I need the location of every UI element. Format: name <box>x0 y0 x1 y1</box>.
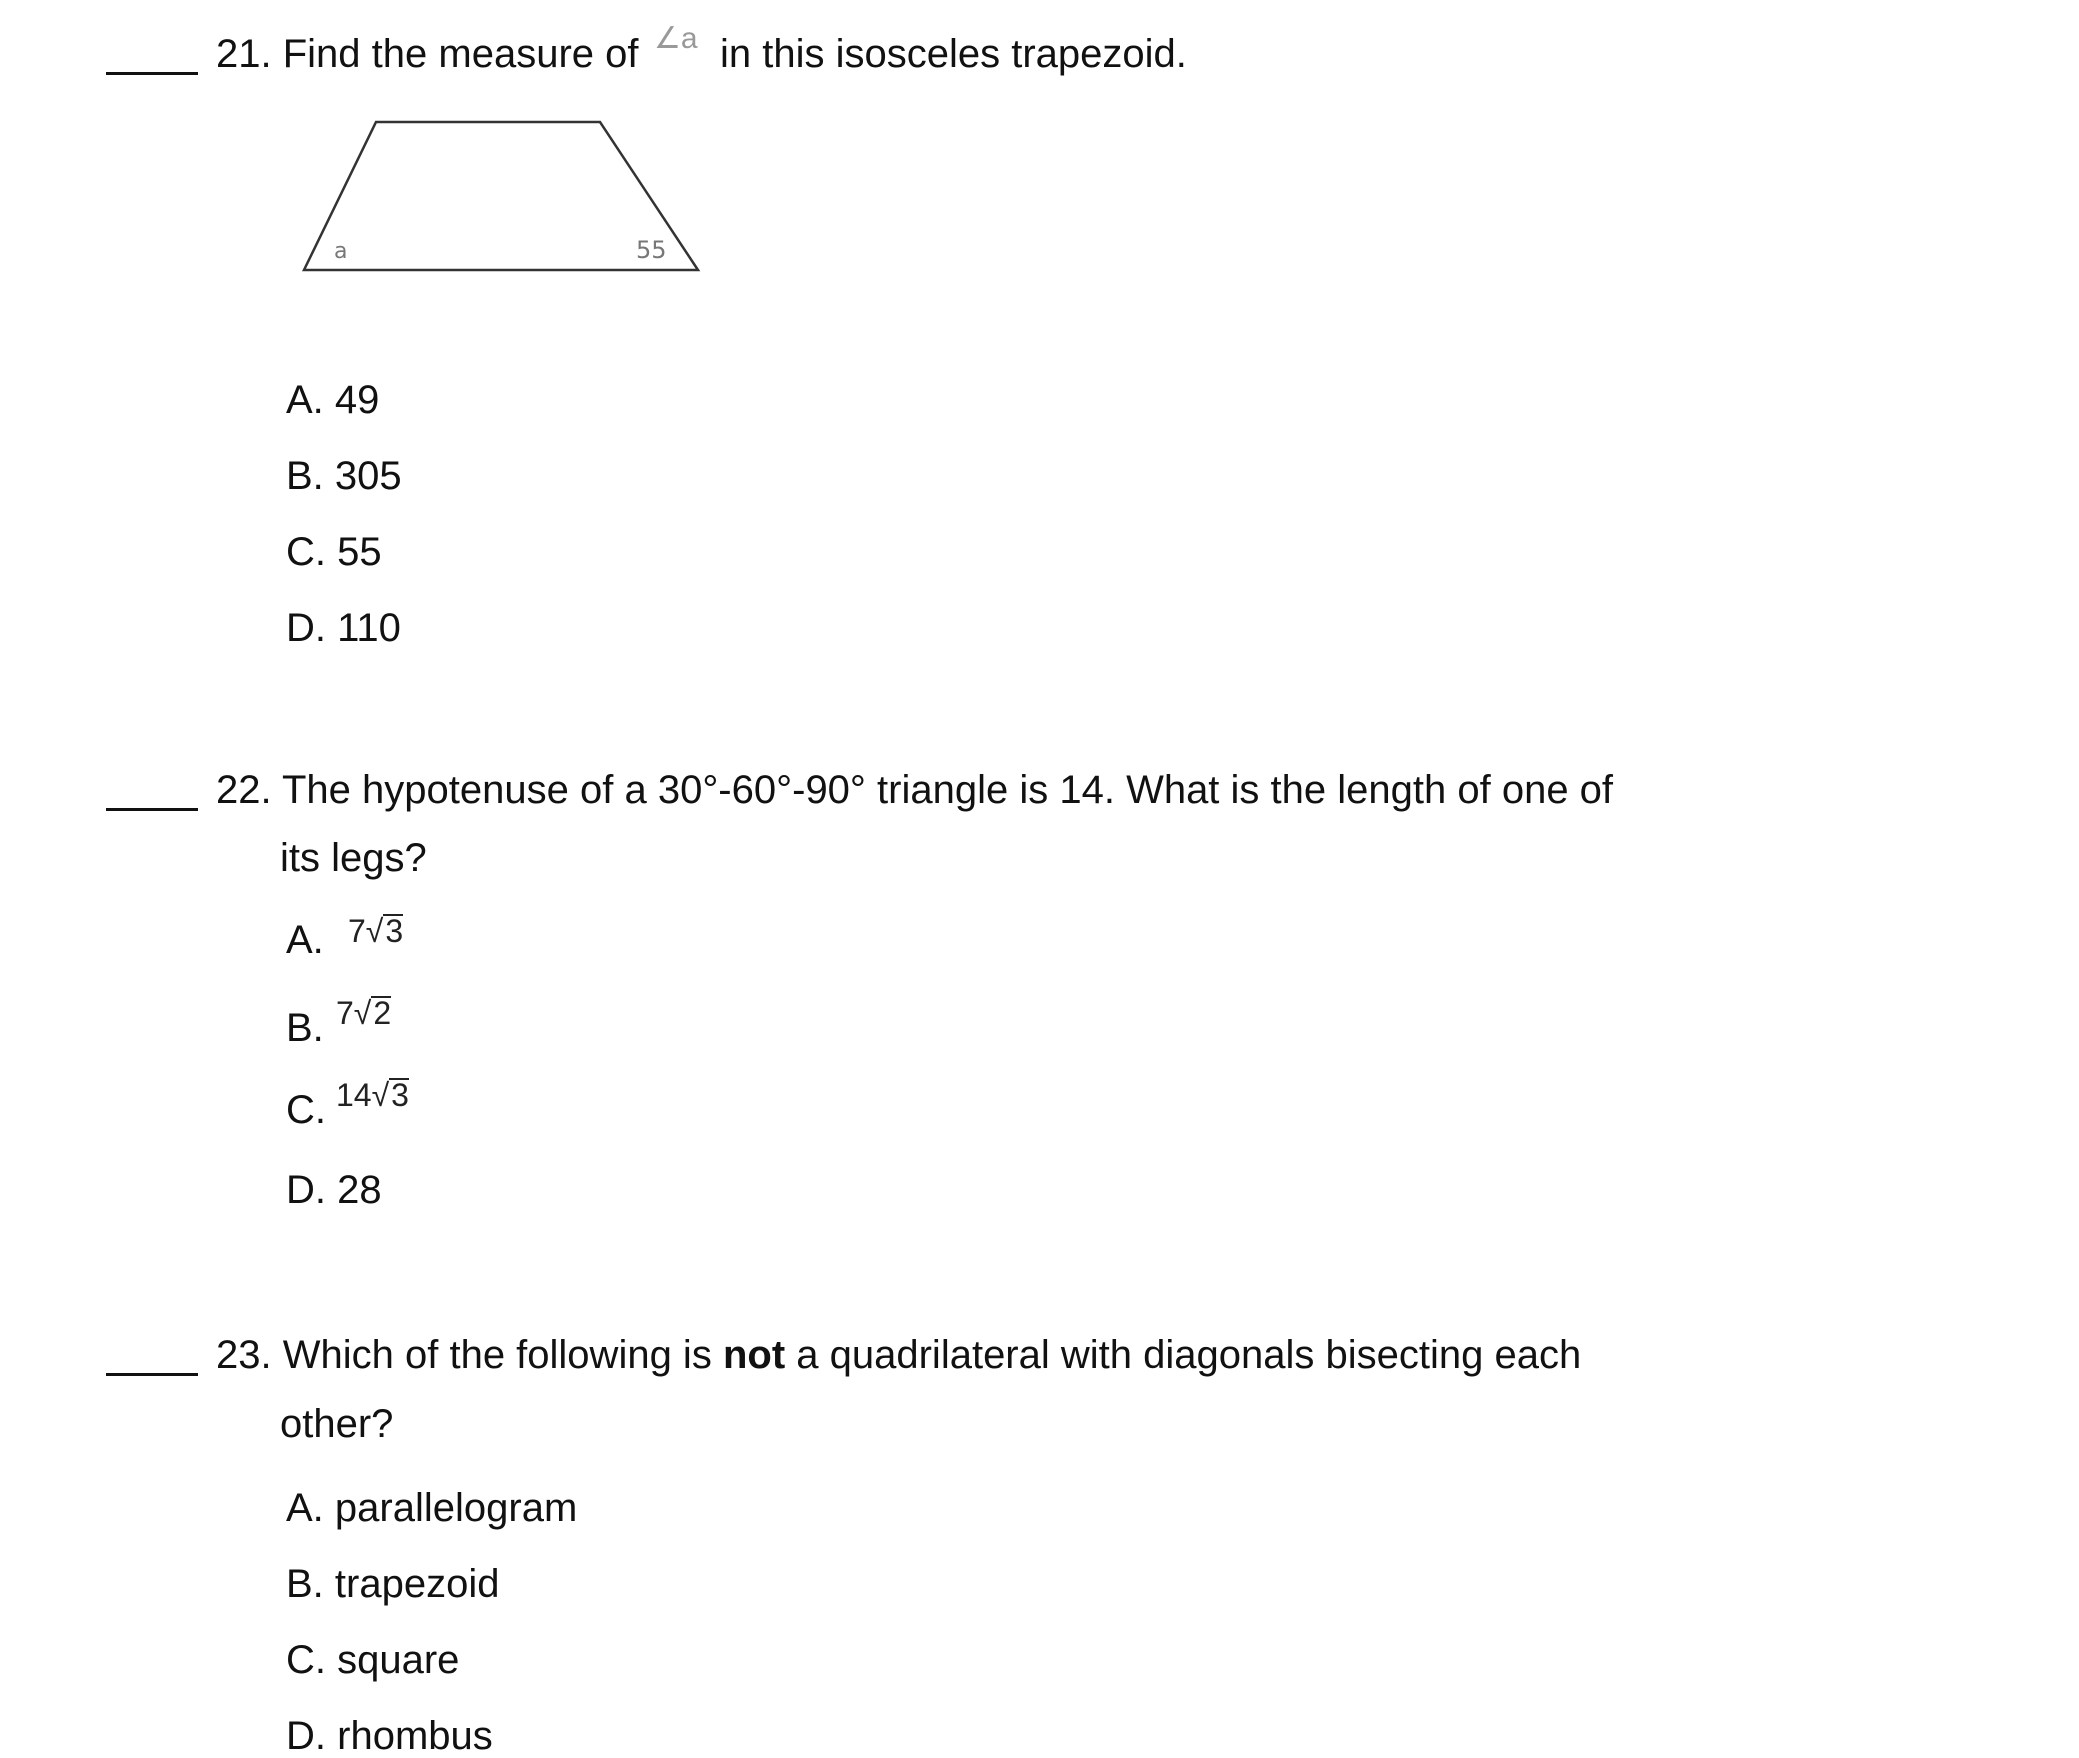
trapezoid-angle-label-a: a <box>334 239 348 264</box>
option-23-c[interactable]: C. square <box>286 1638 460 1682</box>
option-21-c[interactable]: C. 55 <box>286 530 382 574</box>
option-21-a[interactable]: A. 49 <box>286 378 380 422</box>
option-22-d[interactable]: D. 28 <box>286 1168 382 1212</box>
option-21-b[interactable]: B. 305 <box>286 454 402 498</box>
question-text-after: a quadrilateral with diagonals bisecting each <box>796 1333 1582 1377</box>
question-text: The hypotenuse of a 30°-60°-90° triangle is 14. What is the length of one of <box>282 768 1614 812</box>
option-22-a-value: 7√3 <box>348 913 404 949</box>
option-23-b[interactable]: B. trapezoid <box>286 1562 500 1606</box>
question-text-bold: not <box>722 1333 786 1377</box>
option-22-c-value: 14√3 <box>336 1077 409 1113</box>
question-number: 22. <box>216 768 272 812</box>
question-number: 21. <box>216 32 272 76</box>
option-23-d[interactable]: D. rhombus <box>286 1714 493 1758</box>
answer-blank-q22[interactable] <box>106 808 198 811</box>
option-22-b-value: 7√2 <box>336 995 392 1031</box>
question-22-text-cont: its legs? <box>280 836 427 880</box>
trapezoid-angle-label-55: 55 <box>636 236 667 264</box>
option-22-a-letter[interactable]: A. <box>286 918 324 962</box>
question-text: Which of the following is <box>282 1333 712 1377</box>
option-22-c-letter[interactable]: C. <box>286 1088 326 1132</box>
question-23-text <box>216 1335 1581 1375</box>
answer-blank-q23[interactable] <box>106 1373 198 1376</box>
question-text: Find the measure of <box>282 32 639 76</box>
question-text-after: in this isosceles trapezoid. <box>720 32 1187 76</box>
angle-a-symbol: ∠a <box>654 22 698 55</box>
question-number: 23. <box>216 1333 272 1377</box>
option-21-d[interactable]: D. 110 <box>286 606 401 650</box>
question-22-text <box>216 770 1613 810</box>
option-23-a[interactable]: A. parallelogram <box>286 1486 578 1530</box>
question-23-text-cont: other? <box>280 1402 394 1446</box>
option-22-b-letter[interactable]: B. <box>286 1006 324 1050</box>
